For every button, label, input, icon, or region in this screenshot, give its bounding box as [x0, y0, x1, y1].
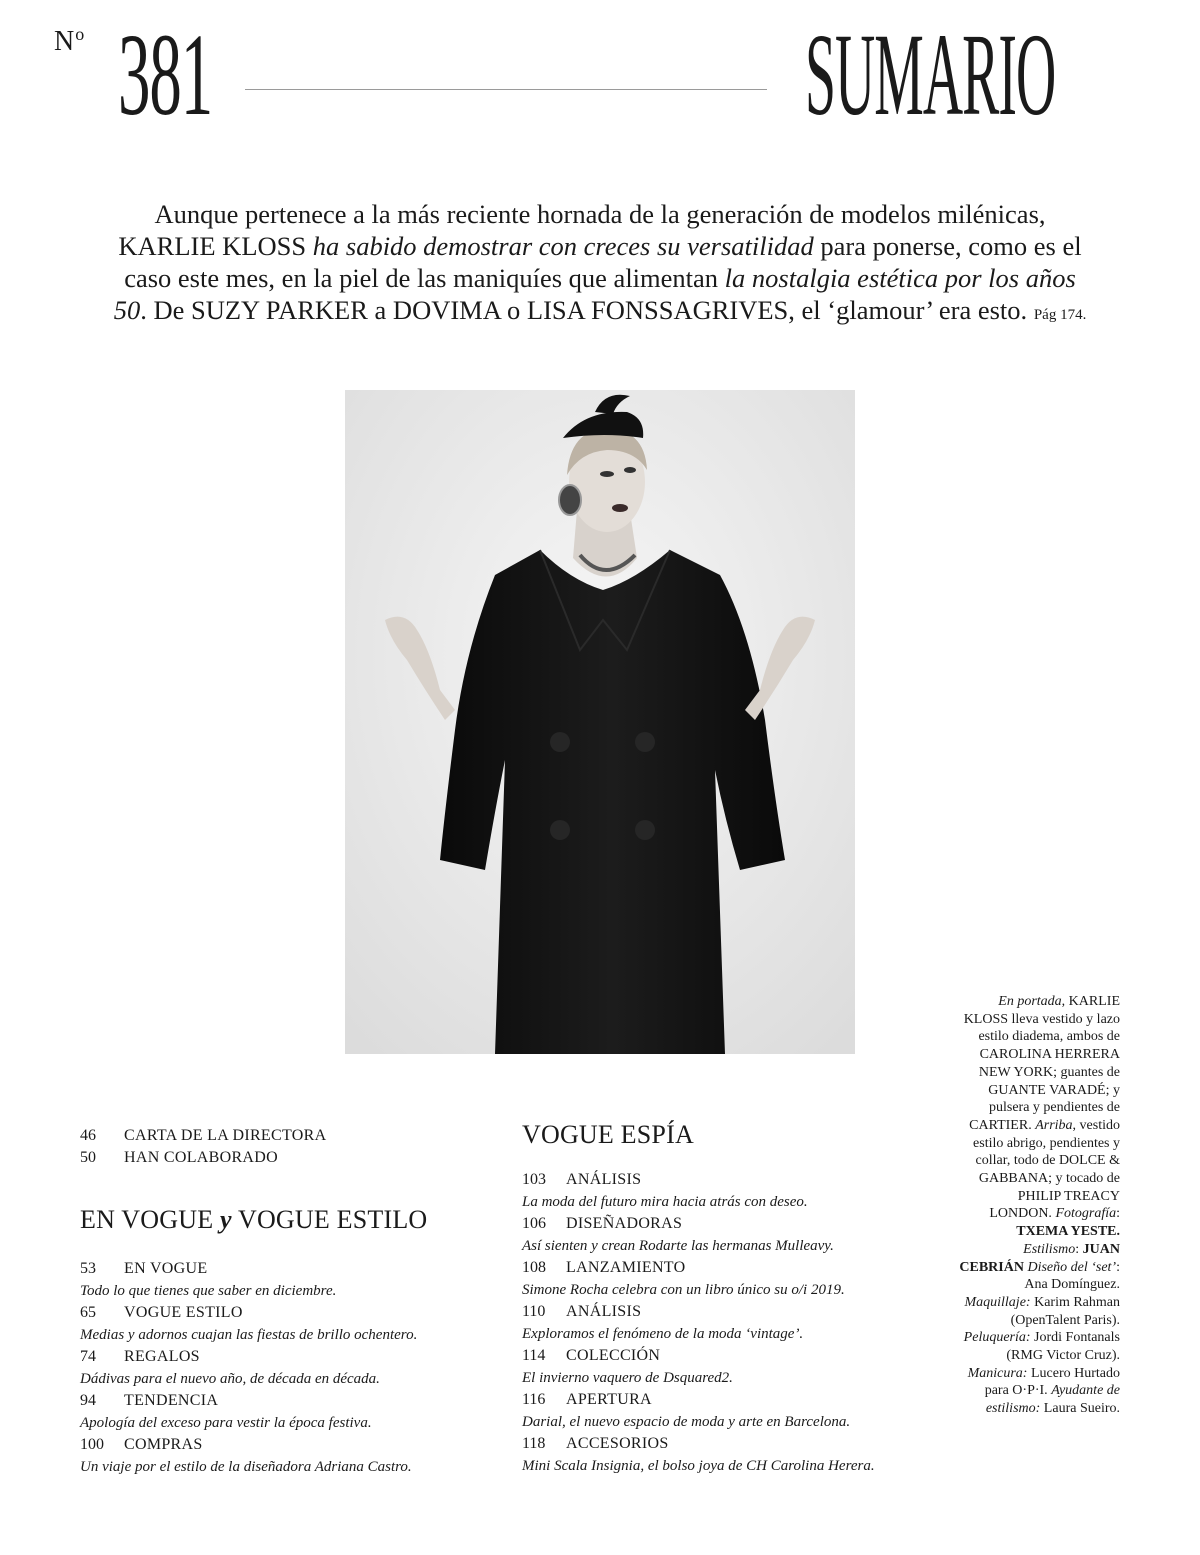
toc-description: Medias y adornos cuajan las fiestas de brillo ochentero.: [80, 1327, 418, 1343]
intro-emphasis: ha sabido demostrar con creces su versatilidad: [312, 231, 814, 261]
header-divider: [245, 89, 767, 90]
toc-description: Apología del exceso para vestir la época festiva.: [80, 1415, 372, 1431]
toc-description: El invierno vaquero de Dsquared2.: [522, 1370, 733, 1386]
toc-description: Darial, el nuevo espacio de moda y arte en Barcelona.: [522, 1414, 851, 1430]
toc-section: ANÁLISIS: [566, 1171, 642, 1188]
section-heading-text: EN VOGUE: [80, 1205, 220, 1234]
toc-page-number: 46: [80, 1127, 96, 1144]
toc-page-number: 106: [522, 1215, 546, 1232]
intro-paragraph: [110, 198, 1090, 331]
toc-page-number: 108: [522, 1259, 546, 1276]
model-in-black-coat-illustration: [345, 390, 855, 1054]
toc-entry[interactable]: [80, 1304, 243, 1322]
section-heading-en-vogue: [80, 1205, 427, 1235]
toc-entry[interactable]: [522, 1215, 682, 1233]
toc-section: TENDENCIA: [124, 1392, 219, 1409]
toc-section: CARTA DE LA DIRECTORA: [124, 1127, 327, 1144]
toc-entry[interactable]: [80, 1392, 218, 1410]
toc-section: COLECCIÓN: [566, 1347, 661, 1364]
intro-page-ref[interactable]: Pág 174.: [1033, 307, 1087, 323]
toc-entry[interactable]: [522, 1171, 641, 1189]
toc-section: EN VOGUE: [124, 1260, 208, 1277]
issue-label: [54, 24, 85, 58]
credit-text: , KARLIE KLOSS lleva vestido y lazo estilo diadema, ambos de CAROLINA HERRERA NEW YORK; guantes de GUANTE VARADÉ; y pulsera y pendientes de CARTIER.: [963, 994, 1120, 1133]
credit-label: Fotografía: [1055, 1206, 1117, 1222]
credit-text: :: [1075, 1241, 1083, 1257]
credit-label: Ayudante de estilismo:: [985, 1383, 1120, 1417]
credit-label: En portada: [998, 994, 1062, 1009]
credit-text: Karim Rahman (OpenTalent Paris).: [1010, 1294, 1120, 1328]
intro-text: para ponerse, como es el caso este mes, en la piel de las maniquíes que alimentan: [124, 231, 1082, 293]
credit-text: Jordi Fontanals (RMG Victor Cruz).: [1006, 1330, 1120, 1364]
credit-text: Lucero Hurtado para O·P·I.: [984, 1365, 1120, 1399]
toc-section: REGALOS: [124, 1348, 200, 1365]
toc-description: Así sienten y crean Rodarte las hermanas Mulleavy.: [522, 1238, 834, 1254]
toc-section: DISEÑADORAS: [566, 1215, 683, 1232]
toc-page-number: 116: [522, 1391, 546, 1408]
toc-entry[interactable]: [80, 1348, 200, 1366]
toc-description: Dádivas para el nuevo año, de década en década.: [80, 1371, 380, 1387]
toc-page-number: 94: [80, 1392, 96, 1409]
credit-label: Arriba: [1035, 1117, 1073, 1133]
toc-entry[interactable]: [80, 1149, 278, 1167]
toc-section: VOGUE ESTILO: [124, 1304, 243, 1321]
page-title: SUMARIO: [805, 9, 1056, 140]
section-heading-vogue-espia: VOGUE ESPÍA: [522, 1120, 694, 1149]
toc-entry[interactable]: [80, 1127, 326, 1145]
toc-page-number: 50: [80, 1149, 96, 1166]
section-heading-conjunction: y: [219, 1205, 232, 1234]
credit-text: : Ana Domínguez.: [1024, 1259, 1120, 1293]
toc-section: ANÁLISIS: [566, 1303, 642, 1320]
toc-page-number: 74: [80, 1348, 96, 1365]
credit-text: :: [1116, 1206, 1120, 1222]
toc-description: La moda del futuro mira hacia atrás con deseo.: [522, 1194, 808, 1210]
toc-entry[interactable]: [522, 1259, 685, 1277]
toc-description: Simone Rocha celebra con un libro único su o/i 2019.: [522, 1282, 845, 1298]
credit-name: JUAN CEBRIÁN: [959, 1241, 1120, 1275]
toc-page-number: 65: [80, 1304, 96, 1321]
credit-label: Maquillaje:: [964, 1294, 1031, 1310]
intro-text: Aunque pertenece a la más reciente hornada de la generación de modelos milénicas, KARLIE KLOSS: [118, 199, 1046, 261]
toc-entry[interactable]: [80, 1436, 203, 1454]
toc-entry[interactable]: [522, 1303, 641, 1321]
credit-label: Manicura:: [967, 1365, 1028, 1381]
toc-page-number: 114: [522, 1347, 546, 1364]
credit-name: TXEMA YESTE.: [1016, 1224, 1120, 1240]
toc-page-number: 103: [522, 1171, 546, 1188]
cover-photo: [345, 390, 855, 1054]
cover-credits: [958, 993, 1120, 1418]
toc-description: Todo lo que tienes que saber en diciembre.: [80, 1283, 337, 1299]
credit-label: Peluquería:: [963, 1330, 1031, 1346]
issue-prefix-letter: N: [54, 26, 76, 57]
credit-text: Laura Sueiro.: [1040, 1401, 1120, 1417]
toc-page-number: 110: [522, 1303, 546, 1320]
credit-label: Diseño del ‘set’: [1027, 1259, 1117, 1275]
intro-emphasis: la nostalgia estética por los años 50: [113, 263, 1076, 325]
toc-entry[interactable]: [80, 1260, 207, 1278]
toc-section: LANZAMIENTO: [566, 1259, 686, 1276]
toc-section: COMPRAS: [124, 1436, 203, 1453]
toc-description: Exploramos el fenómeno de la moda ‘vintage’.: [522, 1326, 804, 1342]
toc-page-number: 53: [80, 1260, 96, 1277]
toc-section: HAN COLABORADO: [124, 1149, 278, 1166]
issue-number: 381: [118, 9, 213, 140]
toc-description: Un viaje por el estilo de la diseñadora Adriana Castro.: [80, 1459, 412, 1475]
intro-text: . De SUZY PARKER a DOVIMA o LISA FONSSAGRIVES, el ‘glamour’ era esto.: [140, 295, 1034, 325]
toc-section: APERTURA: [566, 1391, 652, 1408]
toc-page-number: 118: [522, 1435, 546, 1452]
credit-text: , vestido estilo abrigo, pendientes y collar, todo de DOLCE & GABBANA; y tocado de PHILIP TREACY LONDON.: [973, 1117, 1120, 1222]
issue-prefix-sup: o: [75, 24, 86, 44]
toc-entry[interactable]: [522, 1435, 669, 1453]
credit-label: Estilismo: [1023, 1241, 1076, 1257]
toc-description: Mini Scala Insignia, el bolso joya de CH Carolina Herera.: [522, 1458, 875, 1474]
toc-page-number: 100: [80, 1436, 104, 1453]
section-heading-text: VOGUE ESTILO: [231, 1205, 428, 1234]
toc-entry[interactable]: [522, 1391, 652, 1409]
toc-entry[interactable]: [522, 1347, 660, 1365]
toc-section: ACCESORIOS: [566, 1435, 669, 1452]
